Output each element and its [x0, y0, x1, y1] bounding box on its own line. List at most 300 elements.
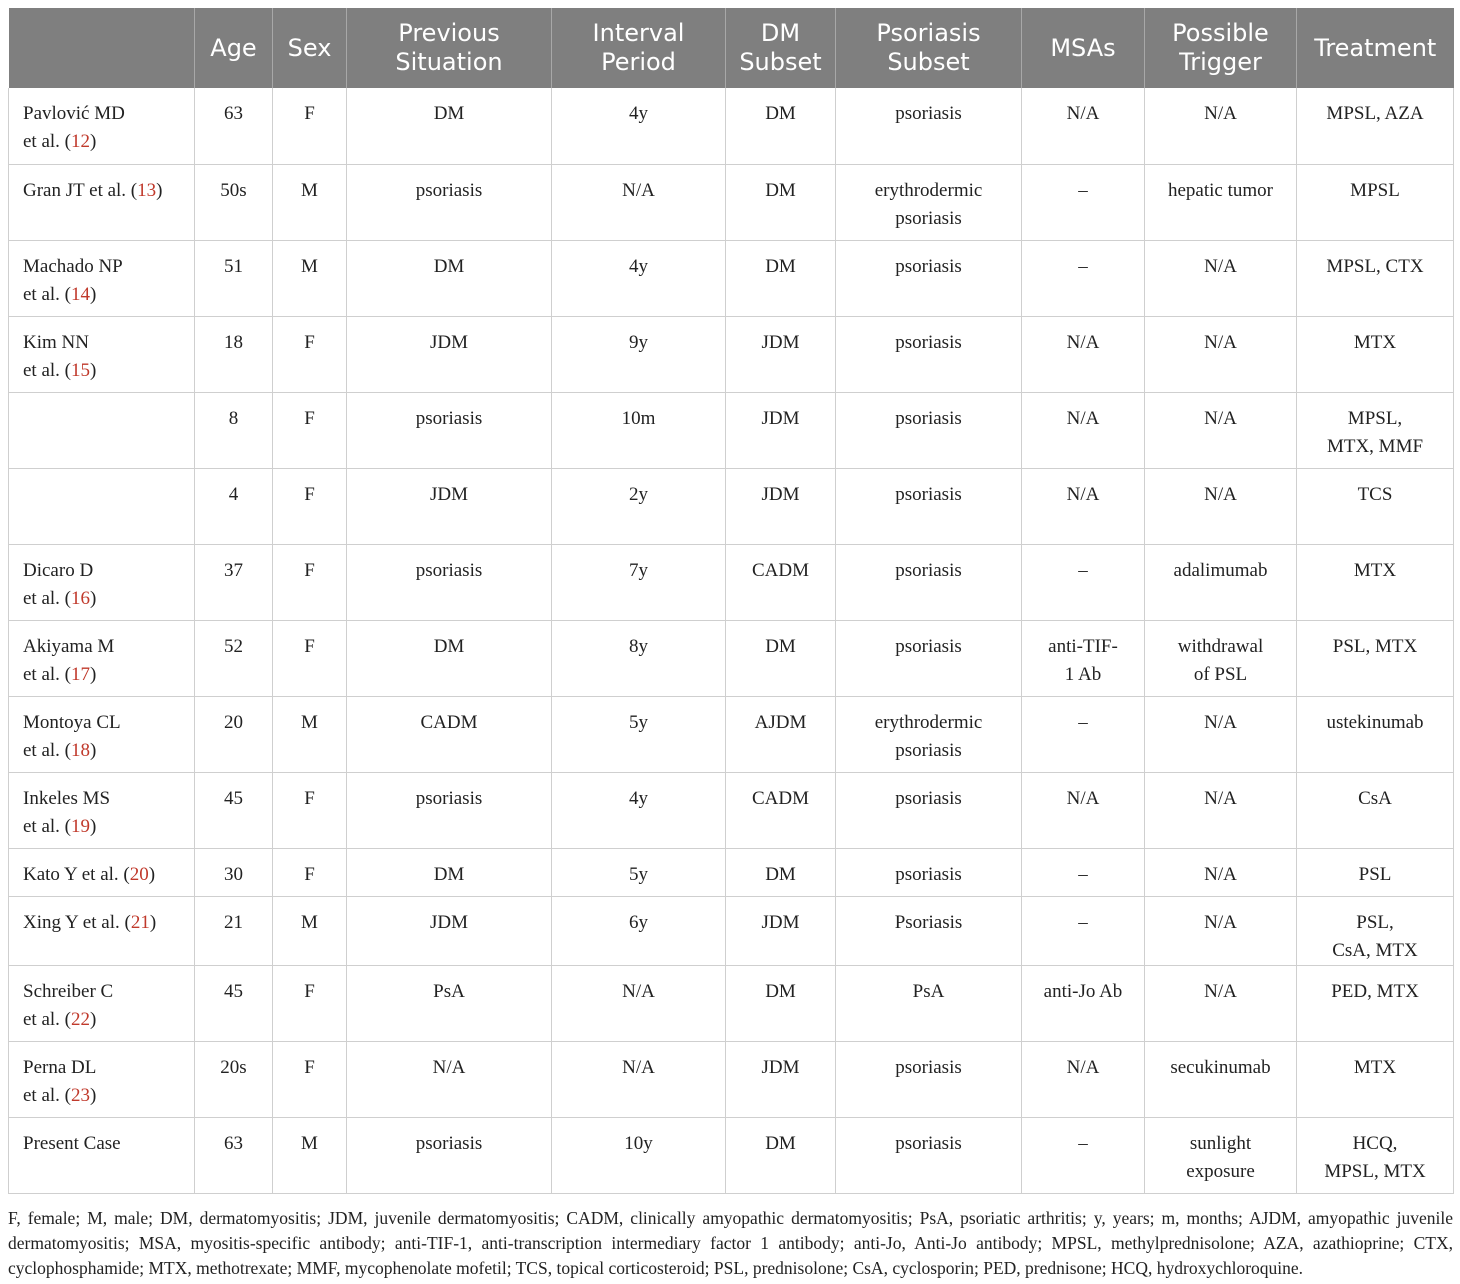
treatment-value: CsA [1358, 787, 1392, 809]
cell-trigger [1145, 696, 1297, 772]
reference-link[interactable]: 21 [130, 911, 150, 933]
cell-psoriasis-subset [836, 1117, 1022, 1193]
cell-sex [273, 392, 347, 468]
sex-value: M [301, 1132, 318, 1154]
psoriasis-value: psoriasis [895, 635, 962, 657]
cell-treatment [1297, 544, 1454, 620]
interval-value: 4y [629, 787, 648, 809]
study-author: Xing Y et al. ( [23, 911, 131, 933]
trigger-value: N/A [1204, 483, 1237, 505]
cell-trigger [1145, 772, 1297, 848]
cell-interval [552, 848, 726, 896]
sex-value: F [304, 407, 315, 429]
cell-study [9, 965, 195, 1041]
treatment-line2: MTX, MMF [1326, 435, 1424, 457]
cell-dm-subset [726, 848, 836, 896]
dm-value: JDM [761, 331, 800, 353]
cell-msa [1022, 88, 1145, 164]
cell-psoriasis-subset [836, 965, 1022, 1041]
treatment-value: PSL, MTX [1332, 635, 1418, 657]
psoriasis-line1: erythrodermic [874, 711, 983, 733]
age-value: 20 [224, 711, 243, 733]
cell-treatment [1297, 772, 1454, 848]
cell-sex [273, 772, 347, 848]
cell-psoriasis-subset [836, 772, 1022, 848]
table-row [9, 88, 1454, 164]
previous-value: DM [433, 635, 465, 657]
cell-study [9, 1117, 195, 1193]
interval-value: N/A [622, 980, 655, 1002]
cell-age [195, 965, 273, 1041]
previous-value: JDM [429, 483, 468, 505]
cell-trigger [1145, 896, 1297, 965]
treatment-line1: MPSL, [1347, 407, 1403, 429]
cell-trigger [1145, 316, 1297, 392]
treatment-line1: PSL, [1356, 911, 1394, 933]
cell-interval [552, 1117, 726, 1193]
cell-sex [273, 88, 347, 164]
study-etal: et al. ( [23, 663, 72, 685]
msa-value: – [1078, 255, 1088, 277]
dm-value: DM [765, 863, 796, 885]
sex-value: M [301, 911, 318, 933]
table-row [9, 1117, 1454, 1193]
cell-treatment [1297, 240, 1454, 316]
sex-value: F [304, 863, 315, 885]
header-possible-trigger: Possible Trigger [1145, 8, 1297, 88]
age-value: 21 [224, 911, 243, 933]
psoriasis-line2: psoriasis [895, 207, 962, 229]
cell-psoriasis-subset [836, 1041, 1022, 1117]
previous-value: N/A [432, 1056, 466, 1078]
header-previous-situation: Previous Situation [347, 8, 552, 88]
cell-trigger [1145, 848, 1297, 896]
cell-interval [552, 544, 726, 620]
cell-age [195, 772, 273, 848]
study-ref-close: ) [90, 663, 97, 685]
cell-interval [552, 164, 726, 240]
cell-previous [347, 772, 552, 848]
table-row [9, 316, 1454, 392]
age-value: 63 [224, 103, 243, 124]
reference-link[interactable]: 19 [71, 815, 91, 837]
table-row [9, 164, 1454, 240]
reference-link[interactable]: 22 [71, 1008, 91, 1030]
header-sex: Sex [273, 8, 347, 88]
sex-value: M [301, 255, 318, 277]
study-author: Schreiber C [23, 980, 114, 1002]
cell-age [195, 848, 273, 896]
study-etal: et al. ( [23, 131, 72, 152]
dm-value: DM [765, 179, 796, 201]
cell-sex [273, 696, 347, 772]
cell-msa [1022, 772, 1145, 848]
interval-value: 10m [621, 407, 656, 429]
header-dm-subset: DM Subset [726, 8, 836, 88]
psoriasis-value: psoriasis [895, 559, 962, 581]
age-value: 50s [220, 179, 247, 201]
cell-psoriasis-subset [836, 848, 1022, 896]
interval-value: 4y [629, 103, 648, 124]
cell-previous [347, 896, 552, 965]
table-body [9, 88, 1454, 1193]
sex-value: F [304, 483, 315, 505]
study-etal: et al. ( [23, 587, 72, 609]
cell-msa [1022, 392, 1145, 468]
reference-link[interactable]: 20 [129, 863, 149, 885]
msa-value: – [1078, 1132, 1088, 1154]
cell-sex [273, 316, 347, 392]
study-etal: et al. ( [23, 283, 72, 305]
cell-previous [347, 240, 552, 316]
cell-treatment [1297, 620, 1454, 696]
msa-line1: anti-TIF- [1048, 635, 1118, 657]
msa-value: – [1078, 179, 1088, 201]
age-value: 45 [224, 980, 243, 1002]
case-table [8, 8, 1454, 1194]
header-treatment: Treatment [1297, 8, 1454, 88]
cell-study [9, 316, 195, 392]
reference-link[interactable]: 12 [71, 131, 91, 152]
previous-value: psoriasis [415, 787, 483, 809]
cell-psoriasis-subset [836, 696, 1022, 772]
cell-previous [347, 164, 552, 240]
cell-age [195, 468, 273, 544]
psoriasis-value: psoriasis [895, 1056, 962, 1078]
cell-age [195, 316, 273, 392]
header-interval-period: Interval Period [552, 8, 726, 88]
psoriasis-line1: erythrodermic [874, 179, 983, 201]
previous-value: PsA [433, 980, 465, 1002]
cell-trigger [1145, 88, 1297, 164]
treatment-line2: CsA, MTX [1332, 939, 1418, 961]
interval-value: 7y [629, 559, 648, 581]
reference-link[interactable]: 13 [137, 179, 157, 201]
previous-value: DM [433, 255, 465, 277]
cell-msa [1022, 896, 1145, 965]
msa-value: anti-Jo Ab [1043, 980, 1123, 1002]
psoriasis-value: psoriasis [895, 1132, 962, 1154]
psoriasis-value: psoriasis [895, 787, 962, 809]
cell-psoriasis-subset [836, 468, 1022, 544]
cell-study [9, 620, 195, 696]
cell-interval [552, 316, 726, 392]
header-age: Age [195, 8, 273, 88]
study-ref-close: ) [90, 1008, 97, 1030]
table-row [9, 240, 1454, 316]
cell-msa [1022, 240, 1145, 316]
previous-value: JDM [429, 911, 468, 933]
study-author: Machado NP [23, 255, 123, 277]
study-etal: et al. ( [23, 1084, 72, 1106]
psoriasis-value: psoriasis [895, 331, 962, 353]
study-author: Gran JT et al. ( [23, 179, 138, 201]
cell-trigger [1145, 1117, 1297, 1193]
psoriasis-value: psoriasis [895, 483, 962, 505]
sex-value: F [304, 1056, 315, 1078]
sex-value: F [304, 103, 315, 124]
cell-psoriasis-subset [836, 316, 1022, 392]
cell-study [9, 88, 195, 164]
treatment-value: ustekinumab [1326, 711, 1424, 733]
dm-value: DM [765, 980, 796, 1002]
sex-value: F [304, 980, 315, 1002]
cell-interval [552, 88, 726, 164]
cell-previous [347, 88, 552, 164]
dm-value: DM [765, 103, 796, 124]
age-value: 20s [220, 1056, 247, 1078]
study-author: Inkeles MS [23, 787, 111, 809]
age-value: 4 [228, 483, 239, 505]
cell-age [195, 544, 273, 620]
cell-dm-subset [726, 965, 836, 1041]
cell-study [9, 696, 195, 772]
treatment-line2: MPSL, MTX [1324, 1160, 1426, 1182]
study-author: Kato Y et al. ( [23, 863, 130, 885]
cell-msa [1022, 848, 1145, 896]
age-value: 51 [224, 255, 243, 277]
cell-treatment [1297, 392, 1454, 468]
cell-sex [273, 965, 347, 1041]
header-cell [9, 8, 195, 88]
trigger-value: N/A [1204, 407, 1237, 429]
previous-value: DM [433, 863, 465, 885]
cell-dm-subset [726, 896, 836, 965]
table-footnote: F, female; M, male; DM, dermatomyositis; JDM, juvenile dermatomyositis; CADM, clinically amyopathic dermatomyositis; PsA, psoriatic arthritis; y, years; m, months; AJDM, amyopathic juvenile dermatomyositis; MSA, myositis-specific antibody; anti-TIF-1, anti-transcription intermediary factor 1 antibody; anti-Jo, Anti-Jo antibody; MPSL, methylprednisolone; AZA, azathioprine; CTX, cyclophosphamide; MTX, methotrexate; MMF, mycophenolate mofetil; TCS, topical corticosteroid; PSL, prednisolone; CsA, cyclosporin; PED, prednisone; HCQ, hydroxychloroquine. [8, 1207, 1453, 1278]
age-value: 45 [224, 787, 243, 809]
reference-link[interactable]: 23 [71, 1084, 91, 1106]
cell-study [9, 468, 195, 544]
cell-previous [347, 392, 552, 468]
study-author: Kim NN [23, 331, 89, 353]
table-row [9, 544, 1454, 620]
header-psoriasis-subset: Psoriasis Subset [836, 8, 1022, 88]
age-value: 8 [228, 407, 239, 429]
dm-value: JDM [761, 483, 800, 505]
cell-age [195, 240, 273, 316]
cell-study [9, 392, 195, 468]
cell-study [9, 896, 195, 965]
dm-value: JDM [761, 911, 800, 933]
cell-psoriasis-subset [836, 88, 1022, 164]
cell-sex [273, 896, 347, 965]
cell-previous [347, 544, 552, 620]
trigger-value: N/A [1204, 911, 1237, 933]
sex-value: F [304, 559, 315, 581]
cell-previous [347, 965, 552, 1041]
study-etal: et al. ( [23, 1008, 72, 1030]
interval-value: 10y [624, 1132, 653, 1154]
msa-value: N/A [1066, 331, 1100, 353]
study-author: Pavlović MD [23, 103, 125, 124]
dm-value: JDM [761, 1056, 800, 1078]
age-value: 30 [224, 863, 243, 885]
cell-treatment [1297, 1117, 1454, 1193]
study-ref-close: ) [90, 359, 97, 381]
trigger-value: N/A [1204, 863, 1237, 885]
study-etal: et al. ( [23, 359, 72, 381]
cell-msa [1022, 316, 1145, 392]
cell-study [9, 544, 195, 620]
previous-value: JDM [429, 331, 468, 353]
study-author: Dicaro D [23, 559, 94, 581]
interval-value: 9y [629, 331, 648, 353]
dm-value: CADM [751, 559, 809, 581]
cell-psoriasis-subset [836, 392, 1022, 468]
cell-previous [347, 1041, 552, 1117]
cell-trigger [1145, 468, 1297, 544]
sex-value: M [301, 711, 318, 733]
previous-value: CADM [420, 711, 478, 733]
study-ref-close: ) [90, 283, 97, 305]
cell-dm-subset [726, 544, 836, 620]
cell-psoriasis-subset [836, 240, 1022, 316]
interval-value: 5y [629, 711, 648, 733]
study-author: Akiyama M [23, 635, 115, 657]
age-value: 37 [224, 559, 243, 581]
cell-sex [273, 544, 347, 620]
study-etal: et al. ( [23, 739, 72, 761]
treatment-value: MTX [1353, 1056, 1397, 1078]
cell-psoriasis-subset [836, 544, 1022, 620]
dm-value: DM [765, 635, 796, 657]
cell-msa [1022, 544, 1145, 620]
trigger-value: N/A [1204, 787, 1237, 809]
msa-value: – [1078, 711, 1088, 733]
cell-age [195, 392, 273, 468]
previous-value: psoriasis [415, 1132, 483, 1154]
cell-dm-subset [726, 240, 836, 316]
cell-sex [273, 848, 347, 896]
cell-study [9, 848, 195, 896]
cell-previous [347, 696, 552, 772]
cell-dm-subset [726, 1041, 836, 1117]
cell-trigger [1145, 392, 1297, 468]
cell-trigger [1145, 1041, 1297, 1117]
study-ref-close: ) [148, 863, 156, 885]
table-row [9, 392, 1454, 468]
cell-age [195, 896, 273, 965]
cell-trigger [1145, 240, 1297, 316]
treatment-value: PSL [1358, 863, 1392, 885]
interval-value: N/A [622, 1056, 655, 1078]
reference-link[interactable]: 18 [71, 739, 91, 761]
interval-value: N/A [622, 179, 655, 201]
cell-msa [1022, 1041, 1145, 1117]
trigger-value: adalimumab [1173, 559, 1268, 581]
cell-sex [273, 240, 347, 316]
cell-interval [552, 620, 726, 696]
psoriasis-value: Psoriasis [894, 911, 963, 933]
header-row [9, 8, 1454, 88]
cell-study [9, 240, 195, 316]
trigger-value: N/A [1204, 331, 1237, 353]
cell-msa [1022, 965, 1145, 1041]
reference-link[interactable]: 14 [71, 283, 91, 305]
reference-link[interactable]: 17 [71, 663, 91, 685]
psoriasis-value: psoriasis [895, 255, 962, 277]
sex-value: F [304, 331, 315, 353]
cell-treatment [1297, 468, 1454, 544]
cell-treatment [1297, 88, 1454, 164]
reference-link[interactable]: 16 [71, 587, 91, 609]
table-row [9, 848, 1454, 896]
previous-value: psoriasis [415, 179, 483, 201]
previous-value: DM [433, 103, 465, 124]
cell-treatment [1297, 1041, 1454, 1117]
cell-msa [1022, 468, 1145, 544]
trigger-value: N/A [1204, 980, 1237, 1002]
cell-dm-subset [726, 468, 836, 544]
cell-interval [552, 696, 726, 772]
treatment-value: MPSL [1350, 179, 1400, 201]
cell-treatment [1297, 965, 1454, 1041]
interval-value: 2y [629, 483, 648, 505]
trigger-line2: of PSL [1193, 663, 1248, 685]
cell-interval [552, 896, 726, 965]
table-row [9, 620, 1454, 696]
msa-line2: 1 Ab [1064, 663, 1102, 685]
msa-value: N/A [1066, 103, 1100, 124]
psoriasis-value: PsA [912, 980, 945, 1002]
psoriasis-value: psoriasis [895, 407, 962, 429]
cell-previous [347, 1117, 552, 1193]
interval-value: 8y [629, 635, 648, 657]
cell-psoriasis-subset [836, 896, 1022, 965]
trigger-value: hepatic tumor [1168, 179, 1273, 201]
cell-trigger [1145, 965, 1297, 1041]
trigger-value: N/A [1204, 255, 1237, 277]
header-msas: MSAs [1022, 8, 1145, 88]
cell-dm-subset [726, 772, 836, 848]
cell-age [195, 1117, 273, 1193]
cell-treatment [1297, 896, 1454, 965]
treatment-value: MTX [1353, 331, 1397, 353]
cell-dm-subset [726, 1117, 836, 1193]
cell-dm-subset [726, 696, 836, 772]
reference-link[interactable]: 15 [71, 359, 91, 381]
trigger-value: N/A [1204, 711, 1237, 733]
msa-value: N/A [1066, 407, 1100, 429]
cell-treatment [1297, 848, 1454, 896]
cell-age [195, 620, 273, 696]
cell-dm-subset [726, 164, 836, 240]
cell-interval [552, 240, 726, 316]
cell-trigger [1145, 620, 1297, 696]
cell-study [9, 1041, 195, 1117]
trigger-value: N/A [1204, 103, 1237, 124]
interval-value: 4y [629, 255, 648, 277]
sex-value: M [301, 179, 318, 201]
dm-value: DM [765, 255, 796, 277]
table-row [9, 468, 1454, 544]
previous-value: psoriasis [415, 407, 483, 429]
sex-value: F [304, 787, 315, 809]
cell-interval [552, 468, 726, 544]
msa-value: N/A [1066, 1056, 1100, 1078]
study-author: Present Case [23, 1132, 121, 1154]
previous-value: psoriasis [415, 559, 483, 581]
cell-study [9, 164, 195, 240]
cell-trigger [1145, 544, 1297, 620]
dm-value: AJDM [754, 711, 807, 733]
cell-msa [1022, 164, 1145, 240]
cell-interval [552, 1041, 726, 1117]
cell-msa [1022, 1117, 1145, 1193]
cell-msa [1022, 620, 1145, 696]
age-value: 63 [224, 1132, 243, 1154]
dm-value: JDM [761, 407, 800, 429]
